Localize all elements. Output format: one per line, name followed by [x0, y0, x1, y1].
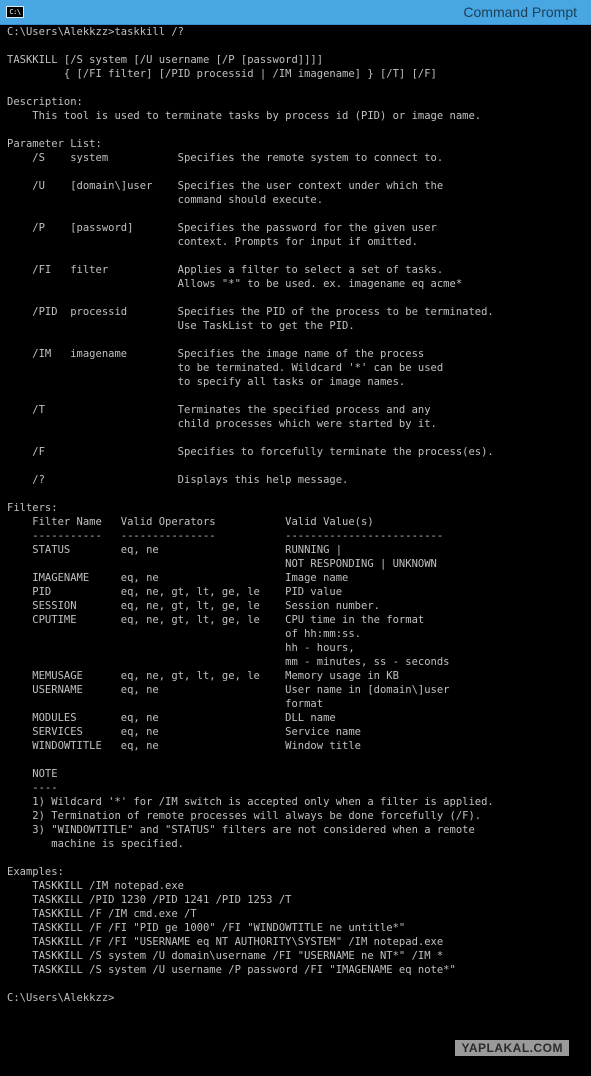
console-line: SESSION eq, ne, gt, lt, ge, le Session number. — [7, 600, 380, 612]
console-line: PID eq, ne, gt, lt, ge, le PID value — [7, 586, 343, 598]
console-line: mm - minutes, ss - seconds — [7, 656, 450, 668]
console-line: NOTE — [7, 768, 58, 780]
console-line: 2) Termination of remote processes will always be done forcefully (/F). — [7, 810, 482, 822]
console-line: MODULES eq, ne DLL name — [7, 712, 336, 724]
console-line: This tool is used to terminate tasks by process id (PID) or image name. — [7, 110, 482, 122]
console-line: 1) Wildcard '*' for /IM switch is accepted only when a filter is applied. — [7, 796, 494, 808]
console-line: /P [password] Specifies the password for the given user — [7, 222, 437, 234]
console-line: CPUTIME eq, ne, gt, lt, ge, le CPU time in the format — [7, 614, 425, 626]
console-line: STATUS eq, ne RUNNING | — [7, 544, 343, 556]
console-line: to specify all tasks or image names. — [7, 376, 406, 388]
console-line: context. Prompts for input if omitted. — [7, 236, 418, 248]
console-line — [7, 459, 587, 473]
console-line: /FI filter Applies a filter to select a set of tasks. — [7, 264, 444, 276]
watermark-logo: YAPLAKAL.COM — [455, 1040, 569, 1056]
console-line — [7, 977, 587, 991]
cmd-icon-glyph: C:\ — [9, 7, 21, 16]
console-line — [7, 389, 587, 403]
console-line: TASKKILL /S system /U domain\username /FI "USERNAME ne NT*" /IM * — [7, 950, 444, 962]
console-line — [7, 291, 587, 305]
console-line: /PID processid Specifies the PID of the process to be terminated. — [7, 306, 494, 318]
console-line: hh - hours, — [7, 642, 355, 654]
console-line: TASKKILL /PID 1230 /PID 1241 /PID 1253 /T — [7, 894, 292, 906]
console-line: /U [domain\]user Specifies the user context under which the — [7, 180, 444, 192]
console-line: SERVICES eq, ne Service name — [7, 726, 362, 738]
console-line: ---- — [7, 782, 58, 794]
console-line: MEMUSAGE eq, ne, gt, lt, ge, le Memory usage in KB — [7, 670, 399, 682]
console-line: machine is specified. — [7, 838, 185, 850]
console-line — [7, 431, 587, 445]
console-line: C:\Users\Alekkzz>taskkill /? — [7, 26, 185, 38]
console-line: TASKKILL /F /FI "USERNAME eq NT AUTHORITY\SYSTEM" /IM notepad.exe — [7, 936, 444, 948]
console-line: TASKKILL /IM notepad.exe — [7, 880, 185, 892]
console-line: /T Terminates the specified process and any — [7, 404, 431, 416]
console-line: IMAGENAME eq, ne Image name — [7, 572, 349, 584]
console-line — [7, 333, 587, 347]
console-line — [7, 165, 587, 179]
console-line: USERNAME eq, ne User name in [domain\]user — [7, 684, 450, 696]
console-line: /S system Specifies the remote system to connect to. — [7, 152, 444, 164]
console-line: WINDOWTITLE eq, ne Window title — [7, 740, 362, 752]
window-title: Command Prompt — [463, 4, 577, 20]
console-line: of hh:mm:ss. — [7, 628, 362, 640]
console-line: Use TaskList to get the PID. — [7, 320, 355, 332]
console-line: /F Specifies to forcefully terminate the process(es). — [7, 446, 494, 458]
console-line: TASKKILL [/S system [/U username [/P [password]]]] — [7, 54, 324, 66]
console-line: { [/FI filter] [/PID processid | /IM imagename] } [/T] [/F] — [7, 68, 437, 80]
console-line: Filter Name Valid Operators Valid Value(s) — [7, 516, 374, 528]
console-line: command should execute. — [7, 194, 324, 206]
console-line: ----------- --------------- ------------------------- — [7, 530, 444, 542]
console-line: format — [7, 698, 324, 710]
console-line — [7, 249, 587, 263]
console-line: Description: — [7, 96, 83, 108]
console-line: 3) "WINDOWTITLE" and "STATUS" filters are not considered when a remote — [7, 824, 475, 836]
console-line — [7, 753, 587, 767]
console-line — [7, 123, 587, 137]
console-line: TASKKILL /F /FI "PID ge 1000" /FI "WINDOWTITLE ne untitle*" — [7, 922, 406, 934]
console-line: NOT RESPONDING | UNKNOWN — [7, 558, 437, 570]
console-line: Filters: — [7, 502, 58, 514]
console-line: TASKKILL /F /IM cmd.exe /T — [7, 908, 197, 920]
console-line: Parameter List: — [7, 138, 102, 150]
console-line: Examples: — [7, 866, 64, 878]
title-bar[interactable] — [0, 0, 591, 25]
console-line: /? Displays this help message. — [7, 474, 349, 486]
console-line — [7, 207, 587, 221]
console-line — [7, 39, 587, 53]
cmd-icon[interactable] — [6, 6, 24, 18]
console-line: /IM imagename Specifies the image name of the process — [7, 348, 425, 360]
console-output[interactable] — [7, 25, 587, 1076]
console-line: C:\Users\Alekkzz> — [7, 992, 115, 1004]
console-line: to be terminated. Wildcard '*' can be used — [7, 362, 444, 374]
console-line — [7, 81, 587, 95]
console-line — [7, 851, 587, 865]
console-line — [7, 487, 587, 501]
console-line: TASKKILL /S system /U username /P password /FI "IMAGENAME eq note*" — [7, 964, 456, 976]
console-line: child processes which were started by it. — [7, 418, 437, 430]
console-line: Allows "*" to be used. ex. imagename eq acme* — [7, 278, 463, 290]
